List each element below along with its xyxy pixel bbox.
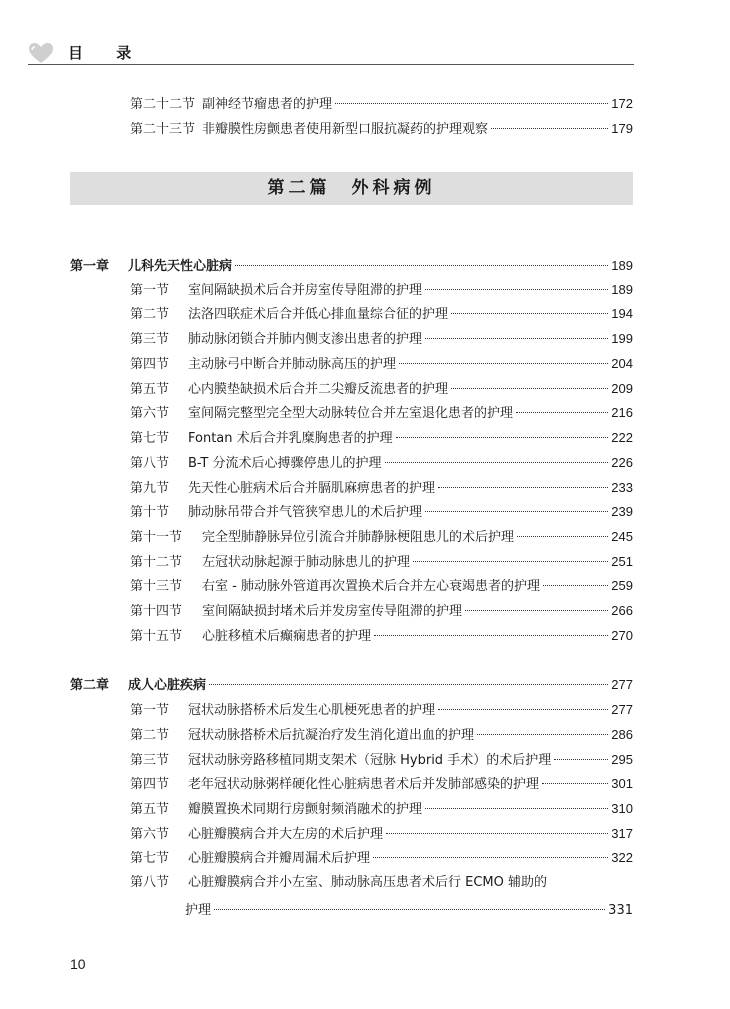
page-number-ref: 179 [611, 121, 633, 136]
toc-entry[interactable] [130, 402, 633, 424]
section-number: 第八节 [130, 875, 170, 890]
toc-entry[interactable] [130, 724, 633, 746]
page-number-ref: 194 [611, 306, 633, 321]
toc-entry[interactable] [130, 427, 633, 449]
section-number: 第九节 [130, 481, 170, 496]
page-number-ref: 189 [611, 258, 633, 273]
section-title: 法洛四联症术后合并低心排血量综合征的护理 [188, 307, 449, 322]
section-number: 第一节 [130, 703, 170, 718]
section-title: 肺动脉吊带合并气管狭窄患儿的术后护理 [188, 505, 423, 520]
page-number-ref: 286 [611, 727, 633, 742]
section-title: 主动脉弓中断合并肺动脉高压的护理 [188, 357, 397, 372]
section-number: 第五节 [130, 802, 170, 817]
section-title: 冠状动脉搭桥术后抗凝治疗发生消化道出血的护理 [188, 728, 475, 743]
toc-entry[interactable] [130, 575, 633, 597]
toc-entry[interactable] [130, 303, 633, 325]
dot-leader [451, 388, 608, 389]
section-number: 第四节 [130, 777, 170, 792]
dot-leader [374, 635, 608, 636]
page-number-ref: 317 [611, 826, 633, 841]
toc-entry[interactable] [130, 847, 633, 869]
section-number: 第十节 [130, 505, 170, 520]
toc-entry[interactable] [130, 93, 633, 115]
toc-entry[interactable] [130, 798, 633, 820]
section-title: 室间隔完整型完全型大动脉转位合并左室退化患者的护理 [188, 406, 514, 421]
header-rule [28, 64, 634, 65]
toc-entry[interactable] [130, 353, 633, 375]
part-banner: 第二篇 外科病例 [70, 172, 633, 205]
dot-leader [425, 289, 608, 290]
section-title: 右室 - 肺动脉外管道再次置换术后合并左心衰竭患者的护理 [202, 579, 540, 594]
toc-entry[interactable] [130, 872, 633, 894]
dot-leader [335, 103, 608, 104]
section-title: 心脏移植术后癫痫患者的护理 [202, 629, 372, 644]
toc-entry[interactable] [130, 328, 633, 350]
section-number: 第六节 [130, 827, 170, 842]
toc-entry[interactable] [130, 749, 633, 771]
section-number: 第十一节 [130, 530, 183, 545]
dot-leader [386, 833, 608, 834]
toc-entry[interactable] [130, 378, 633, 400]
page-number-ref: 216 [611, 405, 633, 420]
section-title: 左冠状动脉起源于肺动脉患儿的护理 [202, 555, 411, 570]
dot-leader [438, 709, 608, 710]
toc-entry-continuation[interactable] [185, 900, 633, 922]
dot-leader [399, 363, 608, 364]
page-number-ref: 222 [611, 430, 633, 445]
dot-leader [517, 536, 608, 537]
chapter-number: 第二章 [70, 678, 110, 693]
page-number-ref: 172 [611, 96, 633, 111]
dot-leader [542, 783, 608, 784]
footer-page-number: 10 [70, 956, 86, 972]
page-number-ref: 226 [611, 455, 633, 470]
section-title: 副神经节瘤患者的护理 [202, 97, 333, 112]
dot-leader [451, 313, 608, 314]
section-title: 心脏瓣膜病合并小左室、肺动脉高压患者术后行 ECMO 辅助的 [188, 875, 548, 890]
section-title: 心脏瓣膜病合并大左房的术后护理 [188, 827, 384, 842]
section-title: 先天性心脏病术后合并膈肌麻痹患者的护理 [188, 481, 436, 496]
section-title: 冠状动脉旁路移植同期支架术（冠脉 Hybrid 手术）的术后护理 [188, 753, 552, 768]
section-title: 老年冠状动脉粥样硬化性心脏病患者术后并发肺部感染的护理 [188, 777, 540, 792]
page-number-ref: 199 [611, 331, 633, 346]
toc-entry[interactable] [130, 773, 633, 795]
dot-leader [516, 412, 608, 413]
page-number-ref: 209 [611, 381, 633, 396]
dot-leader [554, 759, 608, 760]
page-number-ref: 277 [611, 677, 633, 692]
page-number-ref: 266 [611, 603, 633, 618]
section-number: 第十四节 [130, 604, 183, 619]
section-number: 第七节 [130, 431, 170, 446]
dot-leader [477, 734, 608, 735]
toc-entry[interactable] [130, 551, 633, 573]
section-title: 心内膜垫缺损术后合并二尖瓣反流患者的护理 [188, 382, 449, 397]
toc-entry[interactable] [130, 600, 633, 622]
toc-entry[interactable] [130, 477, 633, 499]
dot-leader [543, 585, 608, 586]
section-number: 第五节 [130, 382, 170, 397]
section-title: 冠状动脉搭桥术后发生心肌梗死患者的护理 [188, 703, 436, 718]
section-number: 第三节 [130, 753, 170, 768]
dot-leader [425, 808, 608, 809]
toc-entry[interactable] [130, 501, 633, 523]
section-number: 第十二节 [130, 555, 183, 570]
section-number: 第八节 [130, 456, 170, 471]
chapter-title: 儿科先天性心脏病 [128, 259, 233, 274]
page-number-ref: 301 [611, 776, 633, 791]
section-title: 室间隔缺损术后合并房室传导阻滞的护理 [188, 283, 423, 298]
dot-leader [425, 338, 608, 339]
dot-leader [209, 684, 608, 685]
dot-leader [491, 128, 608, 129]
dot-leader [438, 487, 608, 488]
page-number-ref: 331 [608, 903, 633, 918]
section-number: 第二十二节 [130, 97, 196, 112]
section-number: 第二节 [130, 307, 170, 322]
dot-leader [413, 561, 608, 562]
section-number: 第七节 [130, 851, 170, 866]
dot-leader [465, 610, 608, 611]
toc-entry[interactable] [130, 625, 633, 647]
page-number-ref: 239 [611, 504, 633, 519]
toc-entry[interactable] [130, 118, 633, 140]
dot-leader [214, 909, 605, 910]
page-number-ref: 251 [611, 554, 633, 569]
section-number: 第十五节 [130, 629, 183, 644]
page-header [28, 36, 634, 70]
section-title: Fontan 术后合并乳糜胸患者的护理 [188, 431, 393, 446]
toc-entry[interactable] [130, 452, 633, 474]
section-number: 第四节 [130, 357, 170, 372]
section-number: 第二节 [130, 728, 170, 743]
section-number: 第一节 [130, 283, 170, 298]
page-number-ref: 189 [611, 282, 633, 297]
page-number-ref: 233 [611, 480, 633, 495]
dot-leader [425, 511, 608, 512]
section-title: 非瓣膜性房颤患者使用新型口服抗凝药的护理观察 [202, 122, 489, 137]
page-number-ref: 310 [611, 801, 633, 816]
section-title: 室间隔缺损封堵术后并发房室传导阻滞的护理 [202, 604, 463, 619]
toc-entry[interactable] [130, 279, 633, 301]
section-title: 完全型肺静脉异位引流合并肺静脉梗阻患儿的术后护理 [202, 530, 515, 545]
chapter-number: 第一章 [70, 259, 110, 274]
heart-logo-icon [28, 42, 54, 64]
section-title-continued: 护理 [185, 903, 212, 918]
page-number-ref: 277 [611, 702, 633, 717]
chapter-title: 成人心脏疾病 [128, 678, 207, 693]
page-number-ref: 259 [611, 578, 633, 593]
dot-leader [385, 462, 609, 463]
toc-entry[interactable] [130, 699, 633, 721]
page-number-ref: 295 [611, 752, 633, 767]
dot-leader [396, 437, 609, 438]
section-number: 第六节 [130, 406, 170, 421]
section-title: 心脏瓣膜病合并瓣周漏术后护理 [188, 851, 371, 866]
section-number: 第二十三节 [130, 122, 196, 137]
dot-leader [373, 857, 608, 858]
section-title: 肺动脉闭锁合并肺内侧支渗出患者的护理 [188, 332, 423, 347]
toc-entry[interactable] [130, 526, 633, 548]
section-title: B-T 分流术后心搏骤停患儿的护理 [188, 456, 382, 471]
toc-chapter-entry[interactable] [70, 674, 633, 696]
page-number-ref: 270 [611, 628, 633, 643]
section-title: 瓣膜置换术同期行房颤射频消融术的护理 [188, 802, 423, 817]
page-number-ref: 204 [611, 356, 633, 371]
toc-entry[interactable] [130, 823, 633, 845]
header-title: 目 录 [68, 44, 146, 62]
page-number-ref: 322 [611, 850, 633, 865]
toc-chapter-entry[interactable] [70, 255, 633, 277]
section-number: 第十三节 [130, 579, 183, 594]
page-number-ref: 245 [611, 529, 633, 544]
dot-leader [235, 265, 608, 266]
section-number: 第三节 [130, 332, 170, 347]
